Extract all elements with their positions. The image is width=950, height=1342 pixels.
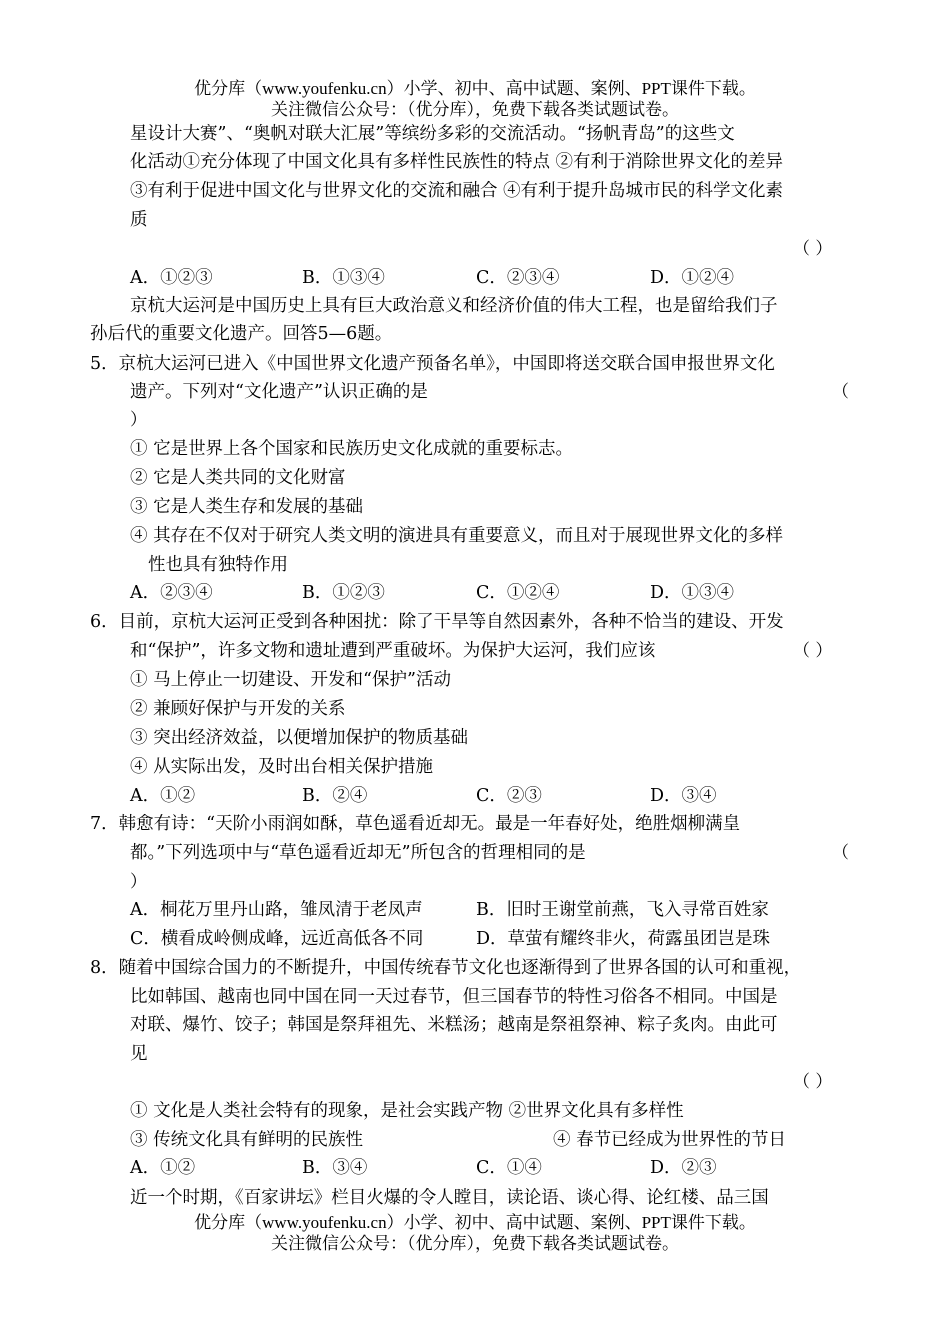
footer-line-1: 优分库（www.youfenku.cn）小学、初中、高中试题、案例、PPT课件下载。 <box>194 1213 756 1232</box>
q6-answer-paren: （ ） <box>793 641 833 661</box>
q4-option-b: B．①③④ <box>302 268 385 288</box>
header-line-1: 优分库（www.youfenku.cn）小学、初中、高中试题、案例、PPT课件下载。 <box>194 79 756 98</box>
q4-answer-paren: （ ） <box>793 239 833 259</box>
q4-option-c: C．②③④ <box>476 268 560 288</box>
q7-option-c: C．横看成岭侧成峰，远近高低各不同 <box>130 929 424 949</box>
q7-options-row-1 <box>130 898 850 922</box>
q7-option-d: D．草萤有耀终非火，荷露虽团岂是珠 <box>476 929 771 949</box>
q6-options <box>130 784 850 808</box>
q8-answer-paren: （ ） <box>793 1072 833 1092</box>
q5-item-3: ③ 它是人类生存和发展的基础 <box>130 497 364 517</box>
header-line-2: 关注微信公众号：（优分库），免费下载各类试题试卷。 <box>271 100 679 119</box>
q4-options <box>130 266 850 290</box>
q8-stem-line-4: 见 <box>130 1044 148 1064</box>
q8-items-row <box>130 1128 850 1152</box>
q5-stem-line-1: 5．京杭大运河已进入《中国世界文化遗产预备名单》，中国即将送交联合国申报世界文化 <box>90 354 775 374</box>
footer-line-2: 关注微信公众号：（优分库），免费下载各类试题试卷。 <box>271 1234 679 1253</box>
q6-item-3: ③ 突出经济效益，以便增加保护的物质基础 <box>130 728 469 748</box>
q8-option-d: D．②③ <box>650 1158 717 1178</box>
intro-56-line-2: 孙后代的重要文化遗产。回答5—6题。 <box>90 324 393 344</box>
q4-option-d: D．①②④ <box>650 268 735 288</box>
next-intro-line: 近一个时期，《百家讲坛》栏目火爆的令人瞠目，读论语、谈心得、论红楼、品三国 <box>130 1188 769 1208</box>
q6-item-2: ② 兼顾好保护与开发的关系 <box>130 699 346 719</box>
q8-option-a: A．①② <box>130 1158 196 1178</box>
q6-option-c: C．②③ <box>476 786 542 806</box>
q8-item-4: ④ 春节已经成为世界性的节日 <box>553 1130 787 1150</box>
q8-options <box>130 1156 850 1180</box>
q7-paren-open: （ <box>832 843 849 863</box>
q7-paren-close: ） <box>130 872 147 892</box>
q8-stem-line-3: 对联、爆竹、饺子；韩国是祭拜祖先、米糕汤；越南是祭祖祭神、粽子炙肉。由此可 <box>130 1015 778 1035</box>
q6-option-b: B．②④ <box>302 786 368 806</box>
q5-stem-line-2: 遗产。下列对“文化遗产”认识正确的是 <box>130 382 428 402</box>
q8-option-b: B．③④ <box>302 1158 368 1178</box>
q8-option-c: C．①④ <box>476 1158 542 1178</box>
q5-option-c: C．①②④ <box>476 583 560 603</box>
q4-line-3: ③有利于促进中国文化与世界文化的交流和融合 ④有利于提升岛城市民的科学文化素 <box>130 181 784 201</box>
q6-stem-line-1: 6．目前，京杭大运河正受到各种困扰：除了干旱等自然因素外，各种不恰当的建设、开发 <box>90 612 784 632</box>
q8-stem-line-2: 比如韩国、越南也同中国在同一天过春节，但三国春节的特性习俗各不相同。中国是 <box>130 987 778 1007</box>
q5-option-b: B．①②③ <box>302 583 385 603</box>
q5-paren-close: ） <box>130 410 147 430</box>
q5-option-d: D．①③④ <box>650 583 735 603</box>
q6-stem-line-2: 和“保护”，许多文物和遗址遭到严重破坏。为保护大运河，我们应该 <box>130 641 656 661</box>
q7-stem-line-1: 7．韩愈有诗：“天阶小雨润如酥，草色遥看近却无。最是一年春好处，绝胜烟柳满皇 <box>90 814 741 834</box>
q5-item-2: ② 它是人类共同的文化财富 <box>130 468 346 488</box>
q7-options-row-2 <box>130 927 850 951</box>
q6-option-a: A．①② <box>130 786 196 806</box>
q5-paren-open: （ <box>832 382 849 402</box>
q8-item-1-2: ① 文化是人类社会特有的现象，是社会实践产物 ②世界文化具有多样性 <box>130 1101 684 1121</box>
q4-line-4: 质 <box>130 210 148 230</box>
q7-option-b: B．旧时王谢堂前燕，飞入寻常百姓家 <box>476 900 769 920</box>
q7-stem-line-2: 都。”下列选项中与“草色遥看近却无”所包含的哲理相同的是 <box>130 843 586 863</box>
q6-item-4: ④ 从实际出发，及时出台相关保护措施 <box>130 757 434 777</box>
q5-options <box>130 581 850 605</box>
q6-option-d: D．③④ <box>650 786 717 806</box>
q4-line-2: 化活动①充分体现了中国文化具有多样性民族性的特点 ②有利于消除世界文化的差异 <box>130 152 784 172</box>
q5-item-4: ④ 其存在不仅对于研究人类文明的演进具有重要意义，而且对于展现世界文化的多样 <box>130 526 784 546</box>
q7-option-a: A．桐花万里丹山路，雏凤清于老凤声 <box>130 900 423 920</box>
q8-stem-line-1: 8．随着中国综合国力的不断提升，中国传统春节文化也逐渐得到了世界各国的认可和重视， <box>90 958 802 978</box>
q6-item-1: ① 马上停止一切建设、开发和“保护”活动 <box>130 670 451 690</box>
q4-line-1: 星设计大赛”、“奥帆对联大汇展”等缤纷多彩的交流活动。“扬帆青岛”的这些文 <box>130 124 735 144</box>
q5-item-4-cont: 性也具有独特作用 <box>148 555 288 575</box>
q4-option-a: A．①②③ <box>130 268 213 288</box>
q5-item-1: ① 它是世界上各个国家和民族历史文化成就的重要标志。 <box>130 439 574 459</box>
q5-option-a: A．②③④ <box>130 583 213 603</box>
intro-56-line-1: 京杭大运河是中国历史上具有巨大政治意义和经济价值的伟大工程，也是留给我们子 <box>130 296 778 316</box>
q8-item-3: ③ 传统文化具有鲜明的民族性 <box>130 1130 364 1150</box>
